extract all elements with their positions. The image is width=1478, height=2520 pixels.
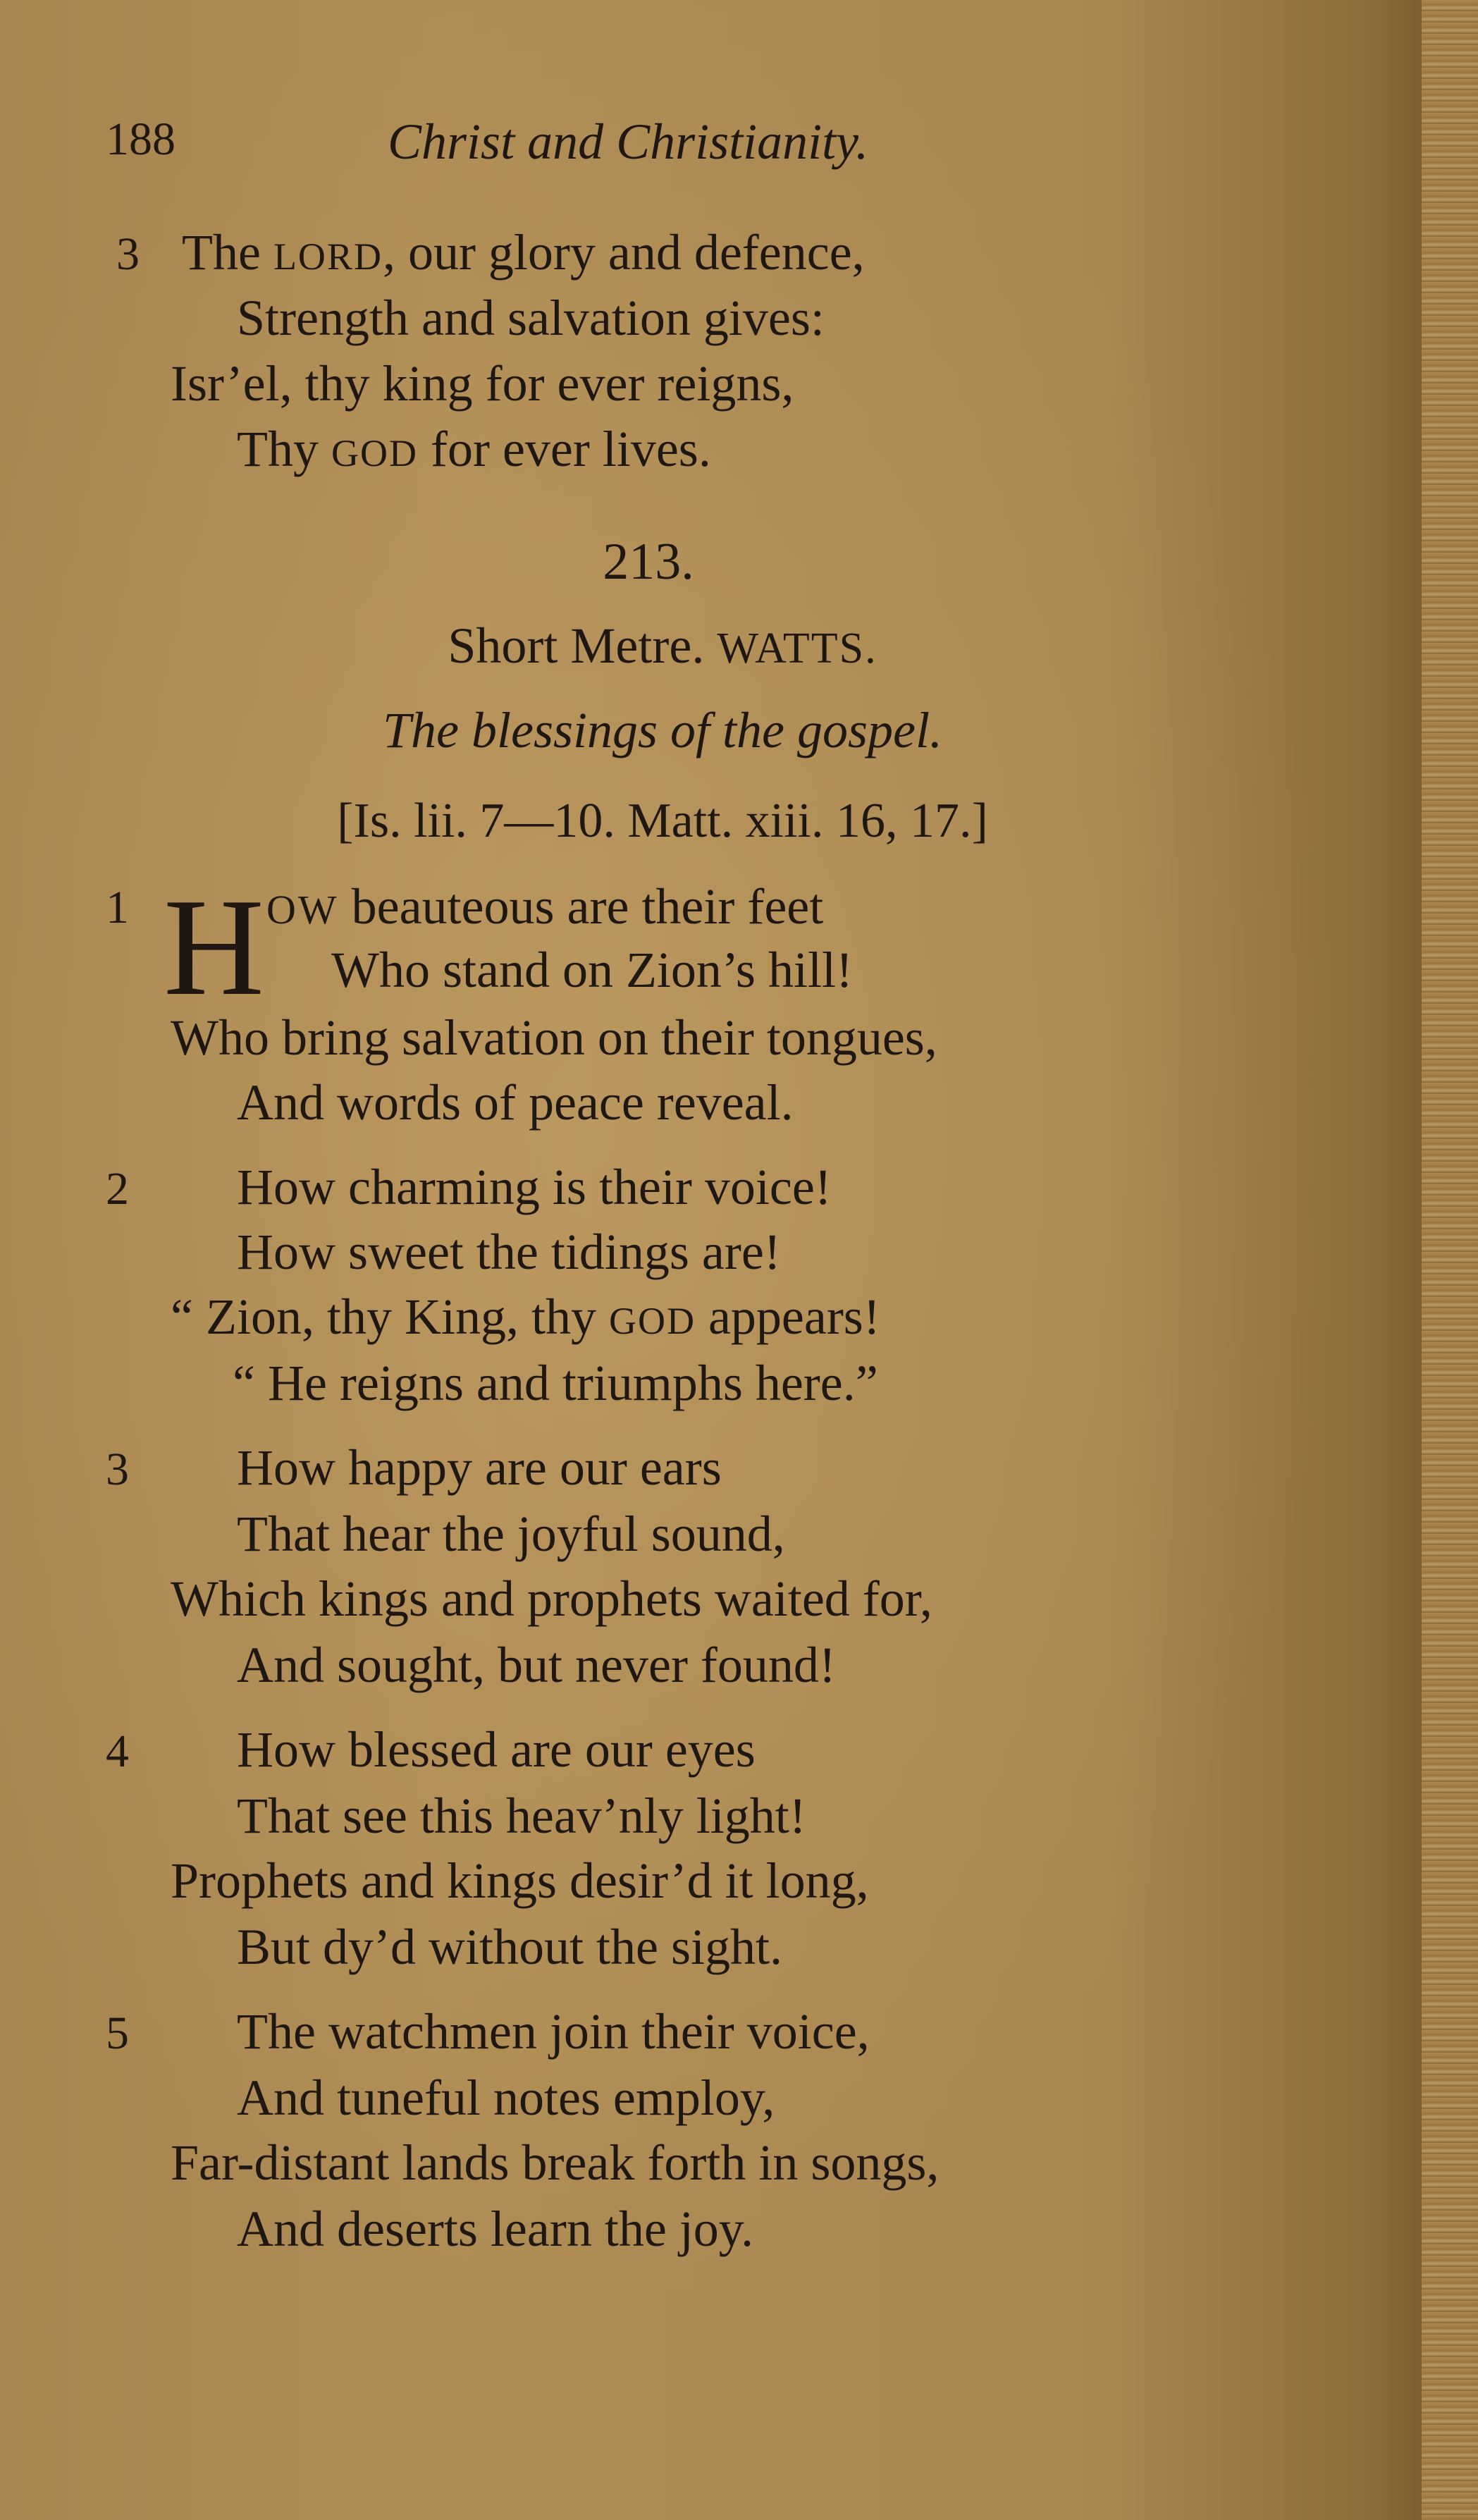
- verse-number: 5: [106, 2008, 129, 2059]
- verse4-line-3: Prophets and kings desir’d it long,: [171, 1852, 869, 1909]
- verse-number: 3: [106, 1444, 129, 1495]
- verse3-line-3: Which kings and prophets waited for,: [171, 1571, 932, 1627]
- meter-line: [56, 617, 1269, 674]
- verse2-line-1: How charming is their voice!: [237, 1159, 832, 1215]
- verse1-line-4: And words of peace reveal.: [237, 1074, 794, 1131]
- verse3-line-2: That hear the joyful sound,: [237, 1506, 785, 1562]
- small-caps-word: LORD: [273, 235, 383, 278]
- small-caps-word: GOD: [331, 432, 418, 474]
- verse3-line-4: And sought, but never found!: [237, 1637, 836, 1693]
- verse4-line-2: That see this heav’nly light!: [237, 1788, 806, 1844]
- verse4-line-4: But dy’d without the sight.: [237, 1919, 782, 1975]
- verse4-line-1: How blessed are our eyes: [237, 1721, 756, 1778]
- small-caps-word: GOD: [608, 1300, 696, 1342]
- prev-verse-line-2: Strength and salvation gives:: [237, 290, 825, 346]
- page-edge: [1422, 0, 1478, 2520]
- verse-number: 1: [106, 882, 129, 933]
- hymn-number: 213.: [603, 533, 694, 591]
- verse1-line-3: Who bring salvation on their tongues,: [171, 1009, 937, 1066]
- verse1-line-1: OW beauteous are their feet: [266, 878, 824, 935]
- verse3-line-1: How happy are our ears: [237, 1439, 722, 1496]
- page-number: 188: [106, 113, 175, 165]
- scripture-reference: [Is. lii. 7—10. Matt. xiii. 16, 17.]: [337, 794, 988, 848]
- hymn-subject: The blessings of the gospel.: [383, 702, 942, 758]
- verse-number: 4: [106, 1726, 129, 1777]
- verse-number: 2: [106, 1163, 129, 1215]
- meter: Short Metre.: [448, 617, 705, 674]
- prev-verse-line-4: Thy GOD for ever lives.: [237, 421, 711, 477]
- prev-verse-line-1: The LORD, our glory and defence,: [182, 224, 865, 281]
- verse2-line-3: “ Zion, thy King, thy GOD appears!: [171, 1289, 880, 1345]
- prev-verse-line-3: Isr’el, thy king for ever reigns,: [171, 355, 794, 412]
- verse2-line-4: “ He reigns and triumphs here.”: [233, 1355, 878, 1411]
- author: WATTS.: [717, 625, 877, 672]
- running-head: [106, 113, 1057, 176]
- prev-verse-number: 3: [116, 228, 140, 280]
- verse5-line-2: And tuneful notes employ,: [237, 2070, 775, 2126]
- drop-cap: H: [164, 870, 264, 1024]
- verse5-line-1: The watchmen join their voice,: [237, 2003, 870, 2060]
- running-title: Christ and Christianity.: [388, 113, 869, 170]
- verse2-line-2: How sweet the tidings are!: [237, 1224, 781, 1280]
- verse5-line-4: And deserts learn the joy.: [237, 2201, 754, 2257]
- verse1-line-2: Who stand on Zion’s hill!: [331, 942, 853, 998]
- verse5-line-3: Far-distant lands break forth in songs,: [171, 2134, 940, 2191]
